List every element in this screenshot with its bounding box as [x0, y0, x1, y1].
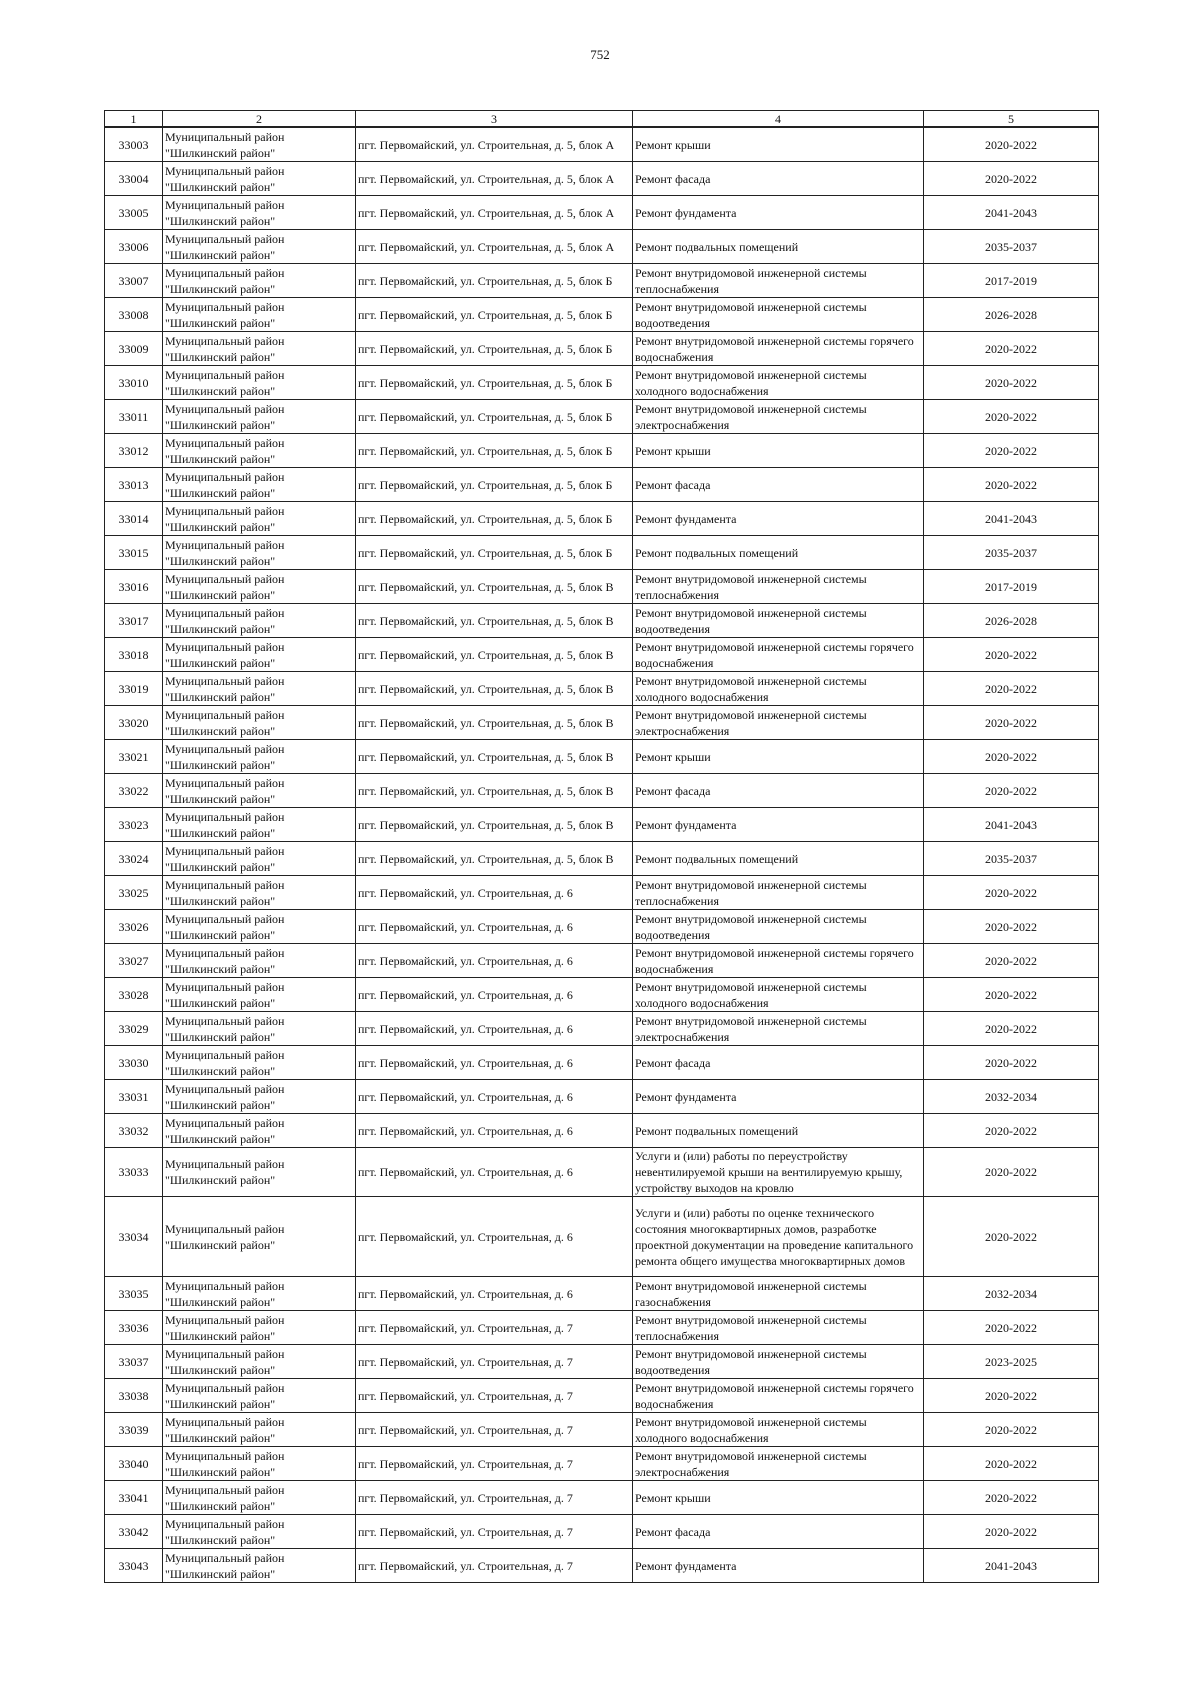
work-type-cell: Ремонт внутридомовой инженерной системы холодного водоснабжения: [633, 1413, 924, 1447]
address-cell: пгт. Первомайский, ул. Строительная, д. 5, блок Б: [356, 434, 633, 468]
district-cell: Муниципальный район "Шилкинский район": [163, 400, 356, 434]
district-cell: Муниципальный район "Шилкинский район": [163, 638, 356, 672]
work-type-cell: Ремонт внутридомовой инженерной системы горячего водоснабжения: [633, 1379, 924, 1413]
district-cell: Муниципальный район "Шилкинский район": [163, 1515, 356, 1549]
address-cell: пгт. Первомайский, ул. Строительная, д. 5, блок Б: [356, 264, 633, 298]
period-cell: 2020-2022: [924, 332, 1099, 366]
table-row: [105, 162, 1099, 196]
district-cell: Муниципальный район "Шилкинский район": [163, 978, 356, 1012]
work-type-cell: Ремонт внутридомовой инженерной системы водоотведения: [633, 604, 924, 638]
table-row: [105, 706, 1099, 740]
period-cell: 2041-2043: [924, 196, 1099, 230]
table-row: [105, 196, 1099, 230]
district-cell: Муниципальный район "Шилкинский район": [163, 1080, 356, 1114]
work-type-cell: Ремонт внутридомовой инженерной системы электроснабжения: [633, 706, 924, 740]
work-type-cell: Услуги и (или) работы по оценке технического состояния многоквартирных домов, разработке проектной документации на проведение капитального ремонта общего имущества многоквартирных домов: [633, 1197, 924, 1277]
district-cell: Муниципальный район "Шилкинский район": [163, 468, 356, 502]
row-number: 33040: [105, 1447, 163, 1481]
district-cell: Муниципальный район "Шилкинский район": [163, 1481, 356, 1515]
row-number: 33007: [105, 264, 163, 298]
district-cell: Муниципальный район "Шилкинский район": [163, 196, 356, 230]
address-cell: пгт. Первомайский, ул. Строительная, д. 5, блок А: [356, 127, 633, 162]
work-type-cell: Ремонт фундамента: [633, 1080, 924, 1114]
work-type-cell: Ремонт подвальных помещений: [633, 842, 924, 876]
address-cell: пгт. Первомайский, ул. Строительная, д. 7: [356, 1481, 633, 1515]
district-cell: Муниципальный район "Шилкинский район": [163, 944, 356, 978]
address-cell: пгт. Первомайский, ул. Строительная, д. 7: [356, 1413, 633, 1447]
table-row: [105, 1413, 1099, 1447]
address-cell: пгт. Первомайский, ул. Строительная, д. 6: [356, 1148, 633, 1197]
address-cell: пгт. Первомайский, ул. Строительная, д. 5, блок Б: [356, 298, 633, 332]
table-row: [105, 740, 1099, 774]
work-type-cell: Ремонт крыши: [633, 434, 924, 468]
work-type-cell: Ремонт внутридомовой инженерной системы водоотведения: [633, 910, 924, 944]
table-row: [105, 808, 1099, 842]
period-cell: 2020-2022: [924, 672, 1099, 706]
table-row: [105, 774, 1099, 808]
district-cell: Муниципальный район "Шилкинский район": [163, 1379, 356, 1413]
table-row: [105, 1345, 1099, 1379]
address-cell: пгт. Первомайский, ул. Строительная, д. 7: [356, 1311, 633, 1345]
district-cell: Муниципальный район "Шилкинский район": [163, 1413, 356, 1447]
row-number: 33041: [105, 1481, 163, 1515]
district-cell: Муниципальный район "Шилкинский район": [163, 740, 356, 774]
address-cell: пгт. Первомайский, ул. Строительная, д. 6: [356, 978, 633, 1012]
row-number: 33010: [105, 366, 163, 400]
period-cell: 2035-2037: [924, 536, 1099, 570]
district-cell: Муниципальный район "Шилкинский район": [163, 1277, 356, 1311]
address-cell: пгт. Первомайский, ул. Строительная, д. 5, блок В: [356, 774, 633, 808]
table-header: [105, 111, 1099, 128]
table-row: [105, 400, 1099, 434]
row-number: 33036: [105, 1311, 163, 1345]
table-row: [105, 910, 1099, 944]
period-cell: 2020-2022: [924, 468, 1099, 502]
period-cell: 2020-2022: [924, 1379, 1099, 1413]
work-type-cell: Ремонт внутридомовой инженерной системы электроснабжения: [633, 400, 924, 434]
district-cell: Муниципальный район "Шилкинский район": [163, 910, 356, 944]
page-number: 752: [590, 47, 610, 62]
period-cell: 2035-2037: [924, 842, 1099, 876]
period-cell: 2017-2019: [924, 570, 1099, 604]
row-number: 33008: [105, 298, 163, 332]
period-cell: 2020-2022: [924, 400, 1099, 434]
work-type-cell: Ремонт фасада: [633, 774, 924, 808]
work-type-cell: Ремонт крыши: [633, 740, 924, 774]
district-cell: Муниципальный район "Шилкинский район": [163, 1447, 356, 1481]
table-row: [105, 638, 1099, 672]
row-number: 33025: [105, 876, 163, 910]
row-number: 33024: [105, 842, 163, 876]
row-number: 33021: [105, 740, 163, 774]
table-row: [105, 1515, 1099, 1549]
district-cell: Муниципальный район "Шилкинский район": [163, 536, 356, 570]
row-number: 33022: [105, 774, 163, 808]
period-cell: 2020-2022: [924, 1012, 1099, 1046]
address-cell: пгт. Первомайский, ул. Строительная, д. 5, блок А: [356, 230, 633, 264]
address-cell: пгт. Первомайский, ул. Строительная, д. 6: [356, 910, 633, 944]
table-row: [105, 1481, 1099, 1515]
address-cell: пгт. Первомайский, ул. Строительная, д. 5, блок В: [356, 570, 633, 604]
row-number: 33032: [105, 1114, 163, 1148]
address-cell: пгт. Первомайский, ул. Строительная, д. 6: [356, 1197, 633, 1277]
district-cell: Муниципальный район "Шилкинский район": [163, 706, 356, 740]
table-row: [105, 876, 1099, 910]
work-type-cell: Ремонт внутридомовой инженерной системы теплоснабжения: [633, 1311, 924, 1345]
table-row: [105, 1447, 1099, 1481]
period-cell: 2020-2022: [924, 162, 1099, 196]
row-number: 33038: [105, 1379, 163, 1413]
row-number: 33009: [105, 332, 163, 366]
table-row: [105, 1197, 1099, 1277]
address-cell: пгт. Первомайский, ул. Строительная, д. 5, блок Б: [356, 536, 633, 570]
period-cell: 2041-2043: [924, 808, 1099, 842]
row-number: 33018: [105, 638, 163, 672]
table-row: [105, 842, 1099, 876]
row-number: 33006: [105, 230, 163, 264]
address-cell: пгт. Первомайский, ул. Строительная, д. 5, блок В: [356, 672, 633, 706]
period-cell: 2020-2022: [924, 944, 1099, 978]
work-type-cell: Ремонт внутридомовой инженерной системы горячего водоснабжения: [633, 332, 924, 366]
district-cell: Муниципальный район "Шилкинский район": [163, 1197, 356, 1277]
work-type-cell: Ремонт внутридомовой инженерной системы водоотведения: [633, 1345, 924, 1379]
period-cell: 2020-2022: [924, 638, 1099, 672]
header-row: [105, 111, 1099, 128]
work-type-cell: Ремонт подвальных помещений: [633, 1114, 924, 1148]
row-number: 33012: [105, 434, 163, 468]
period-cell: 2020-2022: [924, 774, 1099, 808]
row-number: 33029: [105, 1012, 163, 1046]
period-cell: 2020-2022: [924, 910, 1099, 944]
table-row: [105, 1311, 1099, 1345]
period-cell: 2020-2022: [924, 1148, 1099, 1197]
work-type-cell: Ремонт фасада: [633, 162, 924, 196]
period-cell: 2041-2043: [924, 502, 1099, 536]
period-cell: 2020-2022: [924, 1046, 1099, 1080]
district-cell: Муниципальный район "Шилкинский район": [163, 502, 356, 536]
work-type-cell: Услуги и (или) работы по переустройству невентилируемой крыши на вентилируемую крышу, устройству выходов на кровлю: [633, 1148, 924, 1197]
address-cell: пгт. Первомайский, ул. Строительная, д. 5, блок Б: [356, 400, 633, 434]
table-row: [105, 1046, 1099, 1080]
work-type-cell: Ремонт фундамента: [633, 1549, 924, 1583]
header-col-2: 2: [163, 111, 356, 128]
table-row: [105, 1114, 1099, 1148]
header-col-3: 3: [356, 111, 633, 128]
address-cell: пгт. Первомайский, ул. Строительная, д. 5, блок В: [356, 740, 633, 774]
address-cell: пгт. Первомайский, ул. Строительная, д. 5, блок В: [356, 842, 633, 876]
address-cell: пгт. Первомайский, ул. Строительная, д. 5, блок Б: [356, 366, 633, 400]
address-cell: пгт. Первомайский, ул. Строительная, д. 5, блок В: [356, 808, 633, 842]
period-cell: 2032-2034: [924, 1277, 1099, 1311]
header-col-5: 5: [924, 111, 1099, 128]
table-row: [105, 127, 1099, 162]
district-cell: Муниципальный район "Шилкинский район": [163, 264, 356, 298]
district-cell: Муниципальный район "Шилкинский район": [163, 1311, 356, 1345]
work-type-cell: Ремонт фундамента: [633, 808, 924, 842]
row-number: 33023: [105, 808, 163, 842]
row-number: 33033: [105, 1148, 163, 1197]
table-row: [105, 366, 1099, 400]
table-row: [105, 298, 1099, 332]
address-cell: пгт. Первомайский, ул. Строительная, д. 5, блок А: [356, 162, 633, 196]
address-cell: пгт. Первомайский, ул. Строительная, д. 5, блок Б: [356, 332, 633, 366]
row-number: 33003: [105, 127, 163, 162]
work-type-cell: Ремонт фундамента: [633, 502, 924, 536]
row-number: 33035: [105, 1277, 163, 1311]
district-cell: Муниципальный район "Шилкинский район": [163, 604, 356, 638]
district-cell: Муниципальный район "Шилкинский район": [163, 230, 356, 264]
row-number: 33004: [105, 162, 163, 196]
work-type-cell: Ремонт внутридомовой инженерной системы теплоснабжения: [633, 570, 924, 604]
period-cell: 2020-2022: [924, 1197, 1099, 1277]
work-type-cell: Ремонт внутридомовой инженерной системы холодного водоснабжения: [633, 672, 924, 706]
work-type-cell: Ремонт внутридомовой инженерной системы электроснабжения: [633, 1012, 924, 1046]
table-row: [105, 672, 1099, 706]
work-type-cell: Ремонт подвальных помещений: [633, 536, 924, 570]
table-row: [105, 230, 1099, 264]
row-number: 33039: [105, 1413, 163, 1447]
address-cell: пгт. Первомайский, ул. Строительная, д. 6: [356, 1046, 633, 1080]
header-col-1: 1: [105, 111, 163, 128]
table-row: [105, 502, 1099, 536]
work-type-cell: Ремонт внутридомовой инженерной системы теплоснабжения: [633, 876, 924, 910]
table-row: [105, 944, 1099, 978]
work-type-cell: Ремонт внутридомовой инженерной системы горячего водоснабжения: [633, 944, 924, 978]
table-row: [105, 434, 1099, 468]
period-cell: 2020-2022: [924, 1447, 1099, 1481]
address-cell: пгт. Первомайский, ул. Строительная, д. 7: [356, 1447, 633, 1481]
period-cell: 2020-2022: [924, 706, 1099, 740]
row-number: 33042: [105, 1515, 163, 1549]
period-cell: 2026-2028: [924, 604, 1099, 638]
address-cell: пгт. Первомайский, ул. Строительная, д. 6: [356, 1080, 633, 1114]
address-cell: пгт. Первомайский, ул. Строительная, д. 5, блок В: [356, 638, 633, 672]
work-type-cell: Ремонт внутридомовой инженерной системы холодного водоснабжения: [633, 366, 924, 400]
work-type-cell: Ремонт внутридомовой инженерной системы горячего водоснабжения: [633, 638, 924, 672]
table-body: [105, 127, 1099, 1583]
work-type-cell: Ремонт крыши: [633, 127, 924, 162]
table-row: [105, 1148, 1099, 1197]
period-cell: 2020-2022: [924, 978, 1099, 1012]
address-cell: пгт. Первомайский, ул. Строительная, д. 7: [356, 1345, 633, 1379]
table-row: [105, 468, 1099, 502]
work-type-cell: Ремонт крыши: [633, 1481, 924, 1515]
table-row: [105, 264, 1099, 298]
district-cell: Муниципальный район "Шилкинский район": [163, 570, 356, 604]
table-row: [105, 536, 1099, 570]
header-col-4: 4: [633, 111, 924, 128]
district-cell: Муниципальный район "Шилкинский район": [163, 672, 356, 706]
row-number: 33017: [105, 604, 163, 638]
district-cell: Муниципальный район "Шилкинский район": [163, 434, 356, 468]
period-cell: 2026-2028: [924, 298, 1099, 332]
work-type-cell: Ремонт внутридомовой инженерной системы холодного водоснабжения: [633, 978, 924, 1012]
table-row: [105, 604, 1099, 638]
period-cell: 2023-2025: [924, 1345, 1099, 1379]
district-cell: Муниципальный район "Шилкинский район": [163, 876, 356, 910]
row-number: 33016: [105, 570, 163, 604]
row-number: 33013: [105, 468, 163, 502]
table-row: [105, 332, 1099, 366]
address-cell: пгт. Первомайский, ул. Строительная, д. 6: [356, 1012, 633, 1046]
row-number: 33011: [105, 400, 163, 434]
address-cell: пгт. Первомайский, ул. Строительная, д. 7: [356, 1515, 633, 1549]
district-cell: Муниципальный район "Шилкинский район": [163, 366, 356, 400]
period-cell: 2020-2022: [924, 1481, 1099, 1515]
row-number: 33020: [105, 706, 163, 740]
work-type-cell: Ремонт внутридомовой инженерной системы электроснабжения: [633, 1447, 924, 1481]
table-row: [105, 1277, 1099, 1311]
work-type-cell: Ремонт внутридомовой инженерной системы газоснабжения: [633, 1277, 924, 1311]
row-number: 33031: [105, 1080, 163, 1114]
work-type-cell: Ремонт внутридомовой инженерной системы теплоснабжения: [633, 264, 924, 298]
district-cell: Муниципальный район "Шилкинский район": [163, 1549, 356, 1583]
row-number: 33015: [105, 536, 163, 570]
district-cell: Муниципальный район "Шилкинский район": [163, 1046, 356, 1080]
period-cell: 2020-2022: [924, 366, 1099, 400]
work-type-cell: Ремонт фасада: [633, 468, 924, 502]
table-row: [105, 1549, 1099, 1583]
work-type-cell: Ремонт внутридомовой инженерной системы водоотведения: [633, 298, 924, 332]
district-cell: Муниципальный район "Шилкинский район": [163, 298, 356, 332]
period-cell: 2020-2022: [924, 1413, 1099, 1447]
row-number: 33043: [105, 1549, 163, 1583]
district-cell: Муниципальный район "Шилкинский район": [163, 808, 356, 842]
district-cell: Муниципальный район "Шилкинский район": [163, 774, 356, 808]
row-number: 33030: [105, 1046, 163, 1080]
table-row: [105, 978, 1099, 1012]
table-row: [105, 570, 1099, 604]
address-cell: пгт. Первомайский, ул. Строительная, д. 6: [356, 1114, 633, 1148]
address-cell: пгт. Первомайский, ул. Строительная, д. 5, блок А: [356, 196, 633, 230]
table-row: [105, 1379, 1099, 1413]
table-row: [105, 1012, 1099, 1046]
period-cell: 2020-2022: [924, 1311, 1099, 1345]
row-number: 33027: [105, 944, 163, 978]
work-type-cell: Ремонт фасада: [633, 1515, 924, 1549]
address-cell: пгт. Первомайский, ул. Строительная, д. 7: [356, 1379, 633, 1413]
period-cell: 2020-2022: [924, 740, 1099, 774]
period-cell: 2032-2034: [924, 1080, 1099, 1114]
district-cell: Муниципальный район "Шилкинский район": [163, 1114, 356, 1148]
work-type-cell: Ремонт фундамента: [633, 196, 924, 230]
row-number: 33028: [105, 978, 163, 1012]
table-row: [105, 1080, 1099, 1114]
district-cell: Муниципальный район "Шилкинский район": [163, 332, 356, 366]
period-cell: 2020-2022: [924, 876, 1099, 910]
period-cell: 2035-2037: [924, 230, 1099, 264]
period-cell: 2020-2022: [924, 1114, 1099, 1148]
period-cell: 2020-2022: [924, 1515, 1099, 1549]
work-type-cell: Ремонт фасада: [633, 1046, 924, 1080]
district-cell: Муниципальный район "Шилкинский район": [163, 127, 356, 162]
row-number: 33034: [105, 1197, 163, 1277]
row-number: 33037: [105, 1345, 163, 1379]
address-cell: пгт. Первомайский, ул. Строительная, д. 5, блок Б: [356, 502, 633, 536]
address-cell: пгт. Первомайский, ул. Строительная, д. 5, блок Б: [356, 468, 633, 502]
row-number: 33026: [105, 910, 163, 944]
address-cell: пгт. Первомайский, ул. Строительная, д. 5, блок В: [356, 706, 633, 740]
district-cell: Муниципальный район "Шилкинский район": [163, 162, 356, 196]
capital-repair-table: [104, 110, 1099, 1583]
row-number: 33005: [105, 196, 163, 230]
district-cell: Муниципальный район "Шилкинский район": [163, 842, 356, 876]
period-cell: 2041-2043: [924, 1549, 1099, 1583]
period-cell: 2020-2022: [924, 127, 1099, 162]
row-number: 33019: [105, 672, 163, 706]
period-cell: 2020-2022: [924, 434, 1099, 468]
work-type-cell: Ремонт подвальных помещений: [633, 230, 924, 264]
address-cell: пгт. Первомайский, ул. Строительная, д. 6: [356, 876, 633, 910]
district-cell: Муниципальный район "Шилкинский район": [163, 1148, 356, 1197]
period-cell: 2017-2019: [924, 264, 1099, 298]
address-cell: пгт. Первомайский, ул. Строительная, д. 7: [356, 1549, 633, 1583]
district-cell: Муниципальный район "Шилкинский район": [163, 1012, 356, 1046]
address-cell: пгт. Первомайский, ул. Строительная, д. 6: [356, 1277, 633, 1311]
address-cell: пгт. Первомайский, ул. Строительная, д. 5, блок В: [356, 604, 633, 638]
district-cell: Муниципальный район "Шилкинский район": [163, 1345, 356, 1379]
address-cell: пгт. Первомайский, ул. Строительная, д. 6: [356, 944, 633, 978]
row-number: 33014: [105, 502, 163, 536]
